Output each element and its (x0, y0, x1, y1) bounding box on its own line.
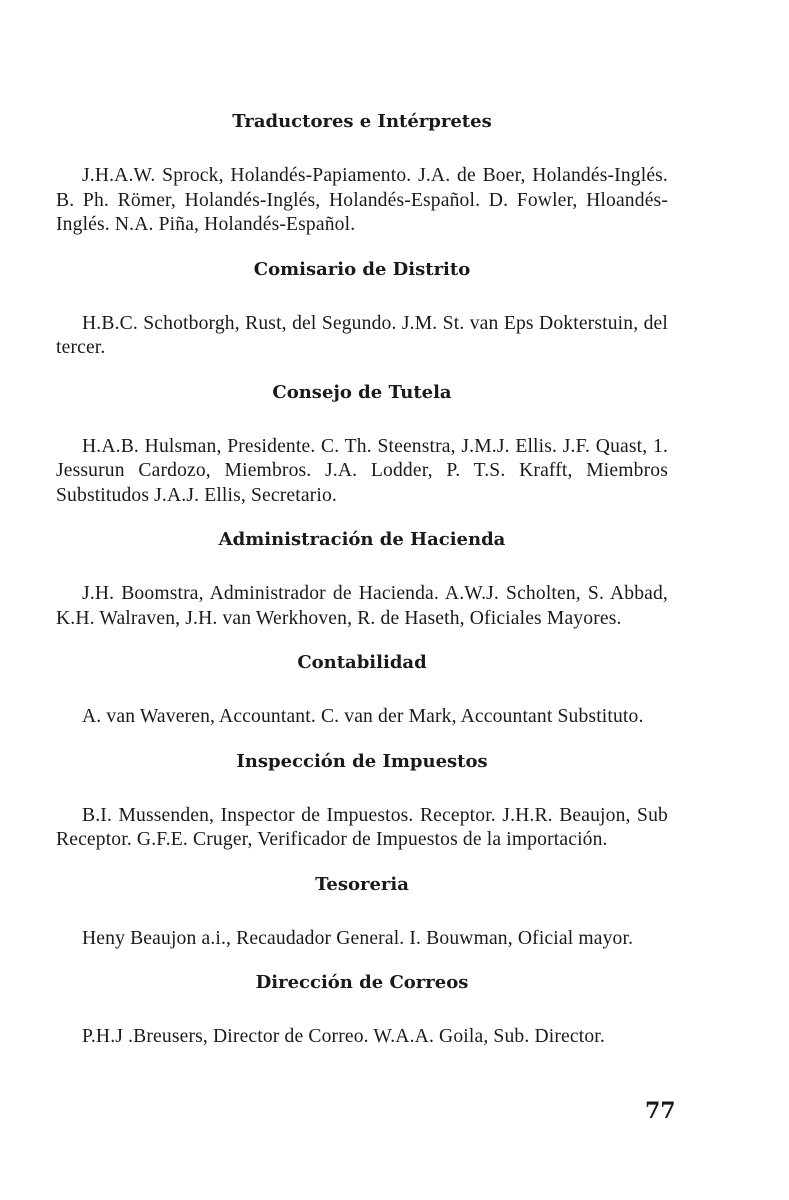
section-heading: Traductores e Intérpretes (232, 111, 492, 132)
section-heading: Tesoreria (315, 873, 409, 895)
section-hacienda (56, 528, 668, 631)
section-impuestos (56, 750, 668, 853)
section-body: H.B.C. Schotborgh, Rust, del Segundo. J.M. St. van Eps Dokterstuin, del tercer. (56, 312, 668, 358)
section-contabilidad (56, 651, 668, 730)
section-heading: Inspección de Impuestos (236, 750, 488, 772)
section-consejo (56, 381, 668, 509)
section-heading: Administración de Hacienda (218, 529, 506, 550)
section-body: J.H. Boomstra, Administrador de Hacienda. A.W.J. Scholten, S. Abbad, K.H. Walraven, J.H. van Werkhoven, R. de Haseth, Oficiales Mayores. (56, 583, 668, 629)
section-tesoreria (56, 873, 668, 952)
section-body: Heny Beaujon a.i., Recaudador General. I. Bouwman, Oficial mayor. (82, 927, 634, 949)
section-body: A. van Waveren, Accountant. C. van der Mark, Accountant Substituto. (82, 706, 644, 727)
section-body: P.H.J .Breusers, Director de Correo. W.A.A. Goila, Sub. Director. (82, 1026, 605, 1047)
section-body: J.H.A.W. Sprock, Holandés-Papiamento. J.A. de Boer, Holandés-Inglés. B. Ph. Römer, Holandés-Inglés, Holandés-Español. D. Fowler, Hloandés-Inglés. N.A. Piña, Holandés-Español. (56, 165, 668, 235)
section-body: B.I. Mussenden, Inspector de Impuestos. Receptor. J.H.R. Beaujon, Sub Receptor. G.F.E. Cruger, Verificador de Impuestos de la importación. (56, 804, 668, 850)
section-traductores (56, 110, 668, 238)
page-number: 77 (645, 1098, 676, 1124)
section-heading: Dirección de Correos (255, 972, 469, 993)
section-heading: Contabilidad (297, 652, 427, 673)
section-heading: Comisario de Distrito (253, 258, 471, 280)
section-comisario (56, 258, 668, 361)
section-body: H.A.B. Hulsman, Presidente. C. Th. Steenstra, J.M.J. Ellis. J.F. Quast, 1. Jessurun Cardozo, Miembros. J.A. Lodder, P. T.S. Krafft, Miembros Substitudos J.A.J. Ellis, Secretario. (56, 435, 668, 506)
page-content (56, 110, 668, 1050)
section-heading: Consejo de Tutela (272, 381, 452, 403)
section-correos (56, 971, 668, 1050)
